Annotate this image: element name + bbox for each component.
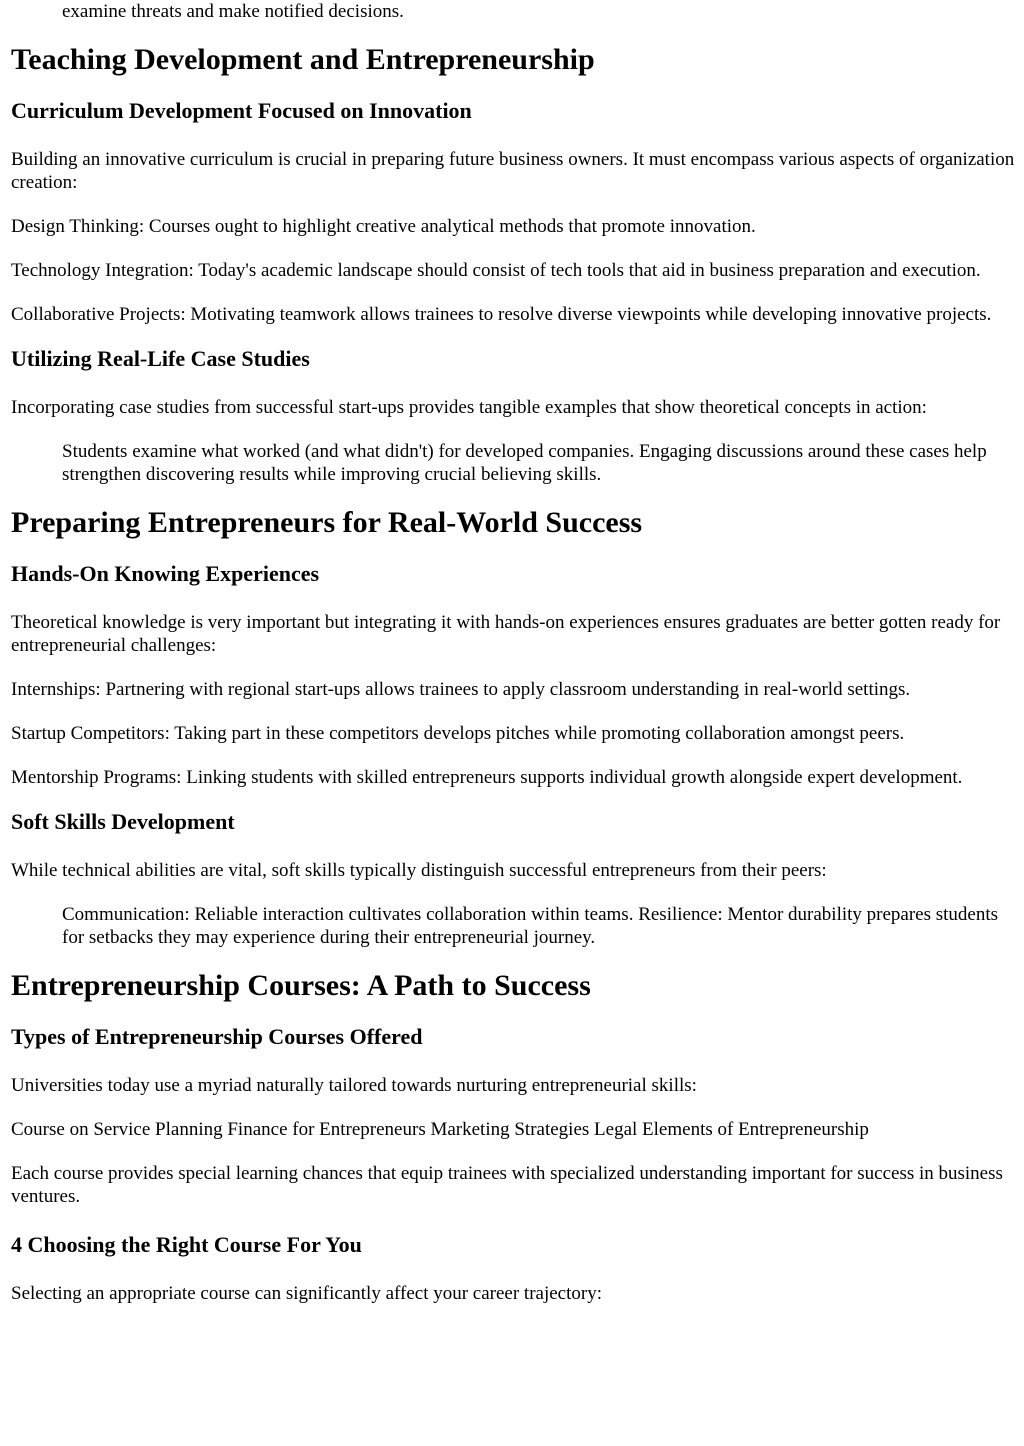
choosing-course-intro: Selecting an appropriate course can significantly affect your career trajectory: (11, 1283, 603, 1304)
heading-course-types: Types of Entrepreneurship Courses Offered (11, 1024, 423, 1049)
heading-soft-skills: Soft Skills Development (11, 809, 235, 834)
heading-case-studies: Utilizing Real-Life Case Studies (11, 346, 310, 371)
document-page (11, 0, 1017, 1305)
soft-skills-intro: While technical abilities are vital, soft skills typically distinguish successful entrepreneurs from their peers: (11, 860, 827, 881)
curriculum-intro: Building an innovative curriculum is crucial in preparing future business owners. It must encompass various aspects of organization creation: (11, 149, 1015, 193)
heading-entrepreneurship-courses: Entrepreneurship Courses: A Path to Success (11, 969, 591, 1002)
hands-on-item-internships: Internships: Partnering with regional start-ups allows trainees to apply classroom understanding in real-world settings. (11, 679, 911, 700)
soft-skills-blockquote: Communication: Reliable interaction cultivates collaboration within teams. Resilience: Mentor durability prepares students for setbacks they may experience during their entrepreneurial journey. (62, 904, 999, 948)
hands-on-intro: Theoretical knowledge is very important but integrating it with hands-on experiences ensures graduates are better gotten ready for entrepreneurial challenges: (11, 612, 1001, 656)
heading-preparing-entrepreneurs: Preparing Entrepreneurs for Real-World Success (11, 506, 643, 539)
top-blockquote: examine threats and make notified decisions. (62, 1, 404, 22)
course-types-intro: Universities today use a myriad naturally tailored towards nurturing entrepreneurial skills: (11, 1075, 697, 1096)
case-studies-intro: Incorporating case studies from successful start-ups provides tangible examples that show theoretical concepts in action: (11, 397, 927, 418)
heading-hands-on: Hands-On Knowing Experiences (11, 561, 320, 586)
curriculum-item-technology-integration: Technology Integration: Today's academic landscape should consist of tech tools that aid in business preparation and execution. (11, 260, 981, 281)
course-list-line: Course on Service Planning Finance for Entrepreneurs Marketing Strategies Legal Elements of Entrepreneurship (11, 1119, 869, 1140)
curriculum-item-collaborative-projects: Collaborative Projects: Motivating teamwork allows trainees to resolve diverse viewpoints while developing innovative projects. (11, 304, 992, 325)
heading-curriculum-development: Curriculum Development Focused on Innovation (11, 98, 472, 123)
case-studies-blockquote: Students examine what worked (and what didn't) for developed companies. Engaging discussions around these cases help strengthen discovering results while improving crucial believing skills. (62, 441, 987, 485)
hands-on-item-startup-competitors: Startup Competitors: Taking part in these competitors develops pitches while promoting collaboration amongst peers. (11, 723, 905, 744)
heading-choosing-course: 4 Choosing the Right Course For You (11, 1232, 362, 1257)
course-types-summary: Each course provides special learning chances that equip trainees with specialized understanding important for success in business ventures. (11, 1163, 1003, 1207)
hands-on-item-mentorship: Mentorship Programs: Linking students with skilled entrepreneurs supports individual growth alongside expert development. (11, 767, 963, 788)
heading-teaching-development: Teaching Development and Entrepreneurship (11, 43, 595, 76)
curriculum-item-design-thinking: Design Thinking: Courses ought to highlight creative analytical methods that promote innovation. (11, 216, 756, 237)
